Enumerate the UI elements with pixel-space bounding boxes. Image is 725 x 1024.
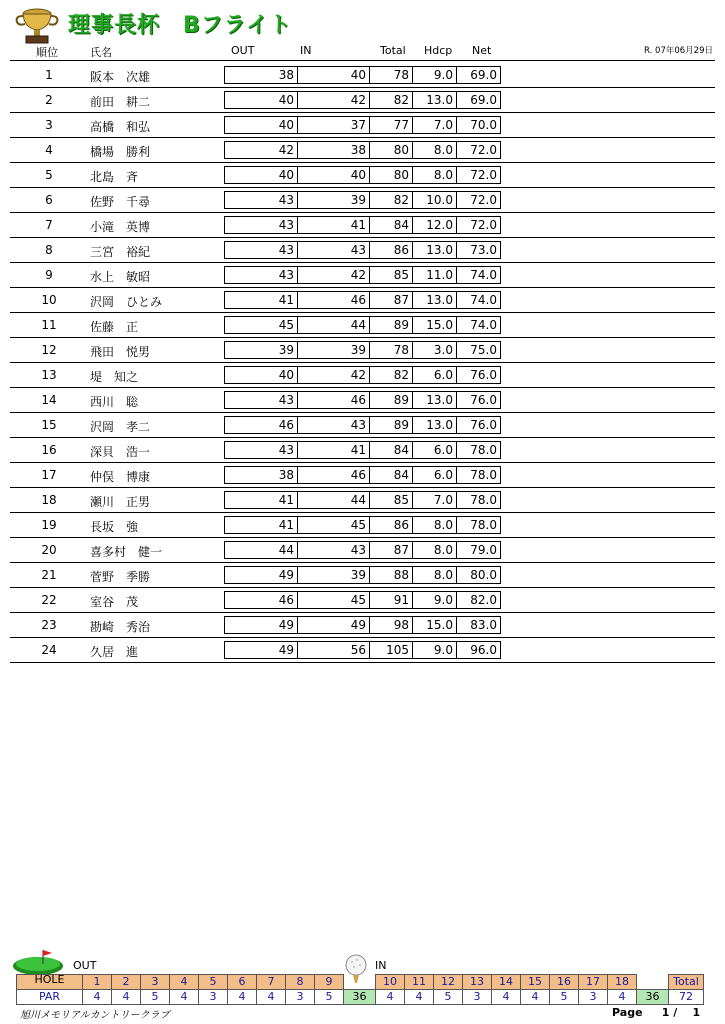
net-score: 72.0 [456,216,501,234]
table-row [10,613,715,638]
rank-cell: 16 [41,443,57,457]
table-row [10,213,715,238]
net-score: 83.0 [456,616,501,634]
net-score: 76.0 [456,391,501,409]
out-label: OUT [73,959,97,972]
col-out: OUT [231,44,255,57]
rank-cell: 3 [45,118,53,132]
rank-cell: 23 [41,618,57,632]
out-score: 40 [224,116,298,134]
page-label: Page [612,1006,643,1019]
score-cells [225,391,501,409]
out-score: 38 [224,66,298,84]
total-score: 84 [369,466,413,484]
par-value: 5 [314,989,344,1005]
rank-cell: 9 [45,268,53,282]
total-score: 89 [369,316,413,334]
hole-number: 8 [285,974,315,990]
hdcp-value: 10.0 [412,191,457,209]
net-score: 82.0 [456,591,501,609]
total-score: 89 [369,391,413,409]
player-name: 仲俣 博康 [90,470,151,484]
rank-cell: 18 [41,493,57,507]
hole-label: HOLE [16,974,83,990]
in-score: 49 [297,616,370,634]
net-score: 78.0 [456,516,501,534]
hole-number: 17 [578,974,608,990]
in-score: 40 [297,166,370,184]
hole-par-table [17,975,704,1005]
net-score: 74.0 [456,291,501,309]
table-row [10,488,715,513]
total-score: 91 [369,591,413,609]
rank-cell: 24 [41,643,57,657]
scorecard-footer [0,940,725,1024]
hdcp-value: 8.0 [412,516,457,534]
par-value: 4 [256,989,286,1005]
page-current: 1 [661,1006,670,1019]
total-score: 82 [369,91,413,109]
in-score: 37 [297,116,370,134]
score-cells [225,516,501,534]
total-score: 89 [369,416,413,434]
net-score: 72.0 [456,141,501,159]
total-score: 86 [369,241,413,259]
table-row [10,263,715,288]
total-score: 84 [369,216,413,234]
out-score: 42 [224,141,298,159]
player-name: 沢岡 孝二 [90,420,151,434]
table-row [10,563,715,588]
hdcp-value: 13.0 [412,291,457,309]
net-score: 76.0 [456,366,501,384]
out-score: 43 [224,391,298,409]
rank-cell: 13 [41,368,57,382]
rank-cell: 10 [41,293,57,307]
col-hdcp: Hdcp [424,44,453,57]
hdcp-value: 8.0 [412,566,457,584]
score-cells [225,141,501,159]
hole-row [17,975,704,990]
net-score: 69.0 [456,91,501,109]
net-score: 72.0 [456,166,501,184]
hole-number: 11 [404,974,434,990]
score-cells [225,266,501,284]
col-net: Net [472,44,492,57]
hole-number: 6 [227,974,257,990]
col-in: IN [300,44,312,57]
net-score: 70.0 [456,116,501,134]
out-score: 46 [224,591,298,609]
score-cells [225,216,501,234]
rank-cell: 22 [41,593,57,607]
total-score: 98 [369,616,413,634]
net-score: 74.0 [456,316,501,334]
rank-cell: 12 [41,343,57,357]
hdcp-value: 7.0 [412,491,457,509]
score-cells [225,416,501,434]
score-cells [225,591,501,609]
rank-cell: 15 [41,418,57,432]
out-score: 44 [224,541,298,559]
out-score: 45 [224,316,298,334]
out-score: 40 [224,91,298,109]
score-cells [225,641,501,659]
score-cells [225,91,501,109]
player-name: 北島 斉 [90,170,139,184]
rank-cell: 21 [41,568,57,582]
par-value: 4 [404,989,434,1005]
total-score: 105 [369,641,413,659]
out-score: 41 [224,291,298,309]
table-row [10,63,715,88]
hole-gap [343,974,376,990]
hole-number: 9 [314,974,344,990]
hole-number: 12 [433,974,463,990]
player-name: 前田 耕二 [90,95,151,109]
hole-number: 10 [375,974,405,990]
player-name: 西川 聡 [90,395,139,409]
table-row [10,338,715,363]
hdcp-value: 13.0 [412,91,457,109]
player-name: 室谷 茂 [90,595,139,609]
hdcp-value: 15.0 [412,316,457,334]
total-score: 87 [369,291,413,309]
player-name: 橋場 勝利 [90,145,151,159]
table-row [10,438,715,463]
par-value: 5 [433,989,463,1005]
total-score: 84 [369,441,413,459]
hdcp-value: 9.0 [412,66,457,84]
hole-number: 18 [607,974,637,990]
player-name: 佐藤 正 [90,320,139,334]
table-row [10,388,715,413]
total-score: 85 [369,266,413,284]
table-row [10,188,715,213]
out-score: 43 [224,441,298,459]
out-score: 41 [224,491,298,509]
score-cells [225,366,501,384]
in-score: 41 [297,441,370,459]
in-score: 44 [297,491,370,509]
table-row [10,163,715,188]
score-cells [225,616,501,634]
out-score: 43 [224,266,298,284]
hdcp-value: 6.0 [412,441,457,459]
rank-cell: 14 [41,393,57,407]
header-divider [10,60,715,61]
table-row [10,88,715,113]
rank-cell: 4 [45,143,53,157]
total-score: 77 [369,116,413,134]
trophy-icon [12,6,62,44]
hdcp-value: 13.0 [412,241,457,259]
total-par: 72 [668,989,704,1005]
player-name: 長坂 強 [90,520,139,534]
hole-number: 2 [111,974,141,990]
out-score: 43 [224,241,298,259]
total-score: 82 [369,366,413,384]
par-value: 5 [549,989,579,1005]
score-cells [225,166,501,184]
hole-number: 13 [462,974,492,990]
rank-cell: 5 [45,168,53,182]
hdcp-value: 12.0 [412,216,457,234]
total-score: 86 [369,516,413,534]
score-cells [225,116,501,134]
hdcp-value: 7.0 [412,116,457,134]
table-row [10,513,715,538]
in-score: 40 [297,66,370,84]
player-name: 久居 進 [90,645,139,659]
table-row [10,638,715,663]
net-score: 78.0 [456,466,501,484]
par-value: 3 [285,989,315,1005]
par-value: 4 [491,989,521,1005]
total-score: 88 [369,566,413,584]
table-row [10,113,715,138]
page-indicator [612,1006,700,1019]
par-value: 4 [375,989,405,1005]
player-name: 堤 知之 [90,370,139,384]
out-score: 43 [224,216,298,234]
putting-green-icon [12,948,64,976]
net-score: 76.0 [456,416,501,434]
hdcp-value: 9.0 [412,641,457,659]
player-name: 高橋 和弘 [90,120,151,134]
table-row [10,238,715,263]
net-score: 78.0 [456,491,501,509]
net-score: 78.0 [456,441,501,459]
player-name: 三宮 裕紀 [90,245,151,259]
in-score: 43 [297,416,370,434]
in-score: 42 [297,366,370,384]
player-name: 小滝 英博 [90,220,151,234]
rank-cell: 19 [41,518,57,532]
in-score: 46 [297,466,370,484]
out-score: 49 [224,566,298,584]
hdcp-value: 3.0 [412,341,457,359]
out-score: 43 [224,191,298,209]
total-score: 82 [369,191,413,209]
hdcp-value: 13.0 [412,416,457,434]
in-score: 43 [297,241,370,259]
table-row [10,413,715,438]
total-label: Total [668,974,704,990]
rank-cell: 11 [41,318,57,332]
par-value: 5 [140,989,170,1005]
player-name: 瀬川 正男 [90,495,151,509]
results-table [10,63,715,663]
out-score: 39 [224,341,298,359]
col-name: 氏名 [90,46,112,59]
hole-number: 16 [549,974,579,990]
hole-number: 1 [82,974,112,990]
player-name: 菅野 季勝 [90,570,151,584]
total-score: 78 [369,341,413,359]
in-score: 44 [297,316,370,334]
score-cells [225,566,501,584]
hole-number: 4 [169,974,199,990]
rank-cell: 20 [41,543,57,557]
par-value: 3 [198,989,228,1005]
page-separator: / [673,1006,678,1019]
par-row [17,990,704,1005]
score-cells [225,541,501,559]
player-name: 深貝 浩一 [90,445,151,459]
in-score: 42 [297,266,370,284]
player-name: 水上 敏昭 [90,270,151,284]
out-score: 40 [224,166,298,184]
in-score: 39 [297,341,370,359]
out-par-sum: 36 [343,989,376,1005]
in-score: 38 [297,141,370,159]
hdcp-value: 6.0 [412,366,457,384]
out-score: 38 [224,466,298,484]
score-cells [225,191,501,209]
par-value: 4 [111,989,141,1005]
player-name: 飛田 悦男 [90,345,151,359]
table-row [10,313,715,338]
in-score: 46 [297,391,370,409]
in-score: 46 [297,291,370,309]
in-par-sum: 36 [636,989,669,1005]
in-label: IN [375,959,387,972]
score-cells [225,291,501,309]
table-row [10,363,715,388]
par-value: 3 [578,989,608,1005]
rank-cell: 2 [45,93,53,107]
par-value: 4 [169,989,199,1005]
net-score: 69.0 [456,66,501,84]
hole-number: 14 [491,974,521,990]
player-name: 勘崎 秀治 [90,620,151,634]
rank-cell: 8 [45,243,53,257]
table-row [10,538,715,563]
hdcp-value: 8.0 [412,541,457,559]
player-name: 沢岡 ひとみ [90,295,163,309]
net-score: 75.0 [456,341,501,359]
out-score: 41 [224,516,298,534]
in-score: 39 [297,191,370,209]
table-row [10,463,715,488]
par-label: PAR [16,989,83,1005]
in-score: 45 [297,516,370,534]
player-name: 阪本 次雄 [90,70,151,84]
in-score: 43 [297,541,370,559]
rank-cell: 7 [45,218,53,232]
hole-number: 7 [256,974,286,990]
page-total: 1 [692,1006,701,1019]
total-score: 80 [369,166,413,184]
player-name: 佐野 千尋 [90,195,151,209]
in-score: 39 [297,566,370,584]
total-score: 78 [369,66,413,84]
col-rank: 順位 [36,46,58,59]
out-score: 49 [224,616,298,634]
player-name: 喜多村 健一 [90,545,163,559]
hdcp-value: 8.0 [412,141,457,159]
rank-cell: 6 [45,193,53,207]
club-name: 旭川メモリアルカントリークラブ [20,1010,170,1021]
page-title: 理事長杯 Bフライト [68,13,293,38]
net-score: 80.0 [456,566,501,584]
score-cells [225,66,501,84]
par-value: 4 [520,989,550,1005]
report-date: R. 07年06月29日 [644,46,713,56]
in-score: 56 [297,641,370,659]
in-score: 45 [297,591,370,609]
in-score: 41 [297,216,370,234]
net-score: 74.0 [456,266,501,284]
hdcp-value: 6.0 [412,466,457,484]
out-score: 40 [224,366,298,384]
par-value: 4 [82,989,112,1005]
score-cells [225,491,501,509]
table-row [10,138,715,163]
net-score: 79.0 [456,541,501,559]
score-cells [225,316,501,334]
score-cells [225,341,501,359]
table-row [10,588,715,613]
net-score: 96.0 [456,641,501,659]
score-cells [225,241,501,259]
hdcp-value: 15.0 [412,616,457,634]
net-score: 73.0 [456,241,501,259]
score-cells [225,441,501,459]
hole-number: 15 [520,974,550,990]
rank-cell: 17 [41,468,57,482]
hole-gap [636,974,669,990]
hole-number: 5 [198,974,228,990]
hdcp-value: 9.0 [412,591,457,609]
col-total: Total [380,44,406,57]
out-score: 49 [224,641,298,659]
total-score: 80 [369,141,413,159]
in-score: 42 [297,91,370,109]
table-row [10,288,715,313]
score-cells [225,466,501,484]
rank-cell: 1 [45,68,53,82]
out-score: 46 [224,416,298,434]
total-score: 87 [369,541,413,559]
hdcp-value: 13.0 [412,391,457,409]
total-score: 85 [369,491,413,509]
par-value: 3 [462,989,492,1005]
hole-number: 3 [140,974,170,990]
net-score: 72.0 [456,191,501,209]
hdcp-value: 8.0 [412,166,457,184]
par-value: 4 [227,989,257,1005]
par-value: 4 [607,989,637,1005]
hdcp-value: 11.0 [412,266,457,284]
